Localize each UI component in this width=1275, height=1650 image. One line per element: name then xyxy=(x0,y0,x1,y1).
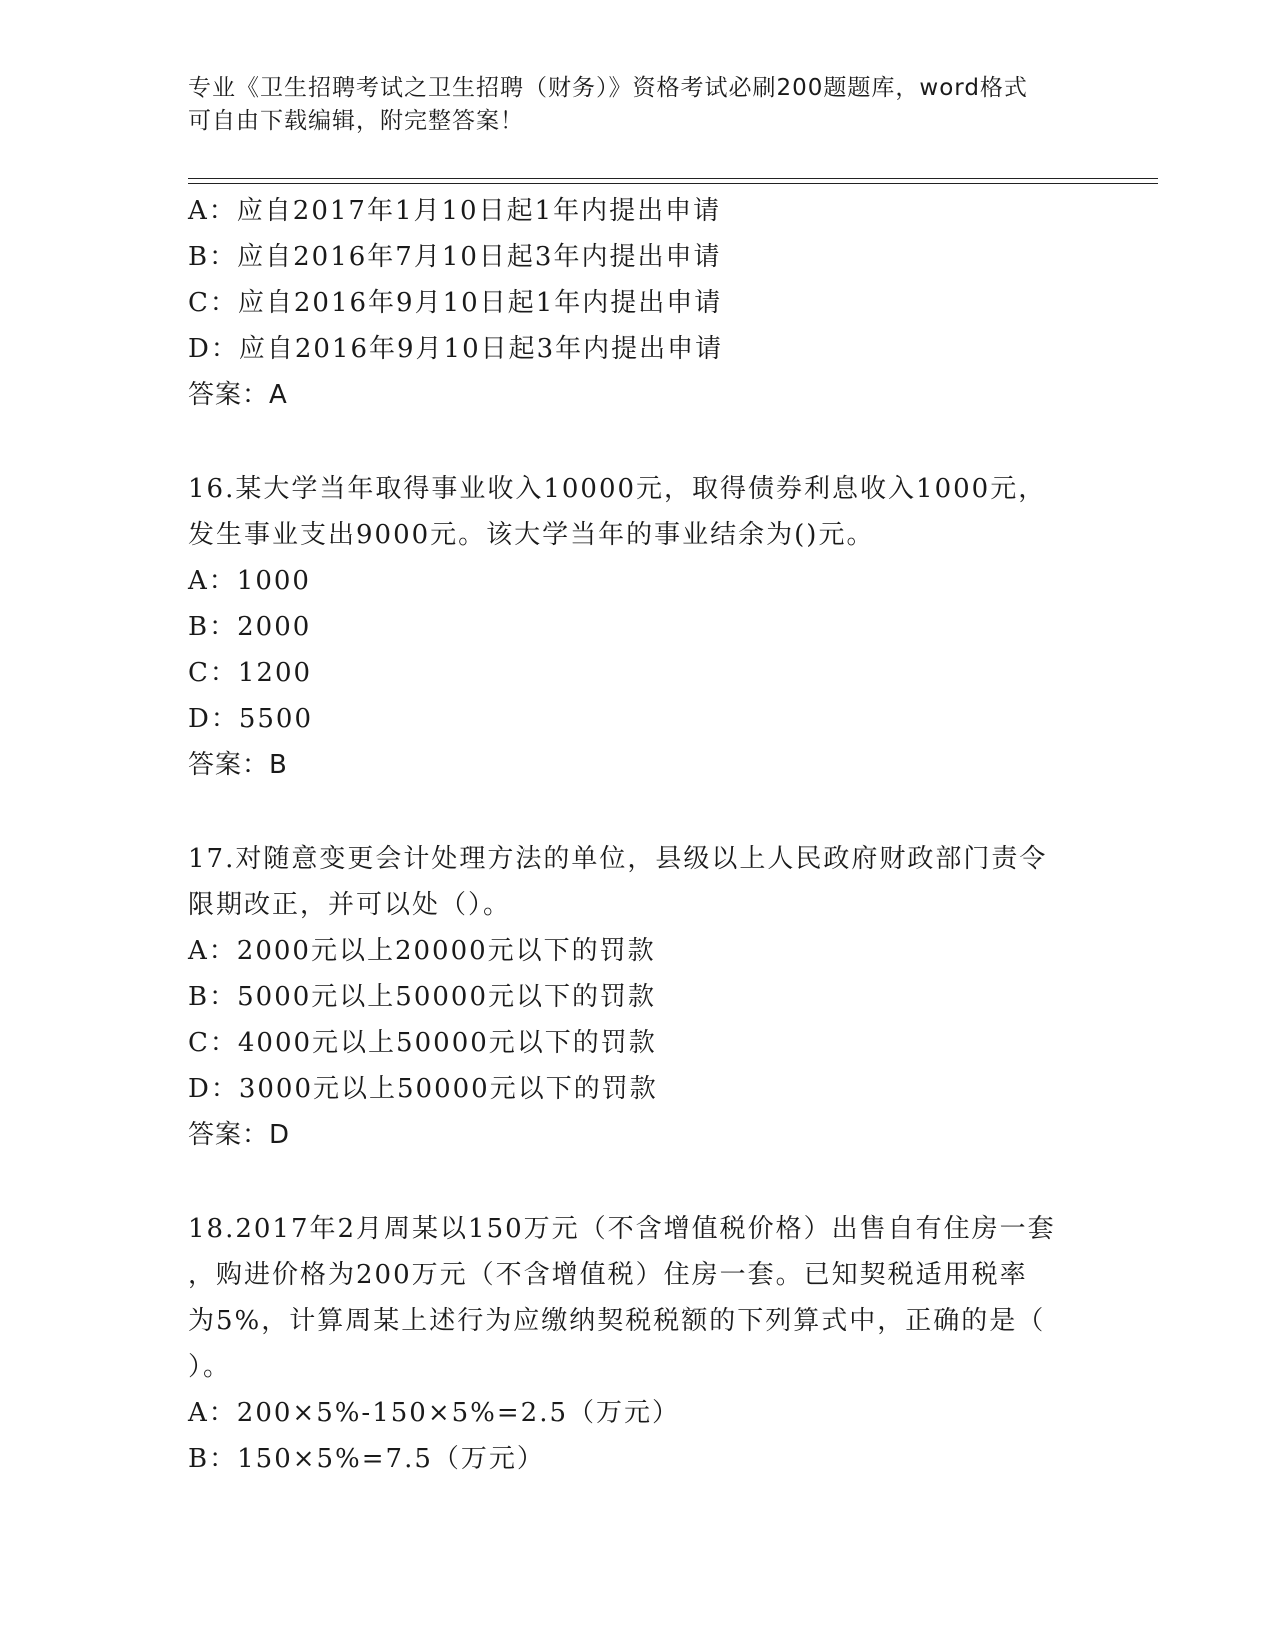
option-b: B：150×5%=7.5（万元） xyxy=(188,1444,545,1474)
question-16 xyxy=(188,466,1088,788)
header-line-1: 专业《卫生招聘考试之卫生招聘（财务）》资格考试必刷200题题库，word格式 xyxy=(188,75,1028,101)
header-divider-top xyxy=(188,178,1158,179)
question-stem-line-2: 发生事业支出9000元。该大学当年的事业结余为()元。 xyxy=(188,520,875,550)
option-d: D：3000元以上50000元以下的罚款 xyxy=(188,1074,658,1104)
option-b: B：应自2016年7月10日起3年内提出申请 xyxy=(188,242,722,272)
option-a: A：1000 xyxy=(188,566,311,596)
question-stem-line-1: 16.某大学当年取得事业收入10000元，取得债券利息收入1000元， xyxy=(188,474,1047,504)
question-stem-line-1: 18.2017年2月周某以150万元（不含增值税价格）出售自有住房一套 xyxy=(188,1214,1056,1244)
option-a: A：应自2017年1月10日起1年内提出申请 xyxy=(188,196,722,226)
option-a: A：2000元以上20000元以下的罚款 xyxy=(188,936,656,966)
question-list xyxy=(188,188,1088,1482)
question-stem-line-2: ，购进价格为200万元（不含增值税）住房一套。已知契税适用税率 xyxy=(188,1260,1028,1290)
option-c: C：1200 xyxy=(188,658,313,688)
answer-line: 答案：B xyxy=(188,750,288,780)
spacer xyxy=(188,1158,1088,1206)
answer-line: 答案：A xyxy=(188,380,288,410)
header-line-2: 可自由下载编辑，附完整答案！ xyxy=(188,108,524,134)
question-stem-line-2: 限期改正，并可以处（）。 xyxy=(188,890,512,920)
question-stem-line-4: ）。 xyxy=(188,1352,232,1382)
option-b: B：5000元以上50000元以下的罚款 xyxy=(188,982,656,1012)
option-a: A：200×5%-150×5%=2.5（万元） xyxy=(188,1398,681,1428)
option-c: C：应自2016年9月10日起1年内提出申请 xyxy=(188,288,723,318)
question-17 xyxy=(188,836,1088,1158)
document-header xyxy=(188,72,1088,138)
option-d: D：5500 xyxy=(188,704,314,734)
spacer xyxy=(188,788,1088,836)
question-18 xyxy=(188,1206,1088,1482)
option-b: B：2000 xyxy=(188,612,312,642)
option-d: D：应自2016年9月10日起3年内提出申请 xyxy=(188,334,724,364)
header-divider-bottom xyxy=(188,183,1158,184)
spacer xyxy=(188,418,1088,466)
question-stem-line-1: 17.对随意变更会计处理方法的单位，县级以上人民政府财政部门责令 xyxy=(188,844,1048,874)
option-c: C：4000元以上50000元以下的罚款 xyxy=(188,1028,657,1058)
question-stem-line-3: 为5%，计算周某上述行为应缴纳契税税额的下列算式中，正确的是（ xyxy=(188,1306,1046,1336)
answer-line: 答案：D xyxy=(188,1120,291,1150)
question-15 xyxy=(188,188,1088,418)
